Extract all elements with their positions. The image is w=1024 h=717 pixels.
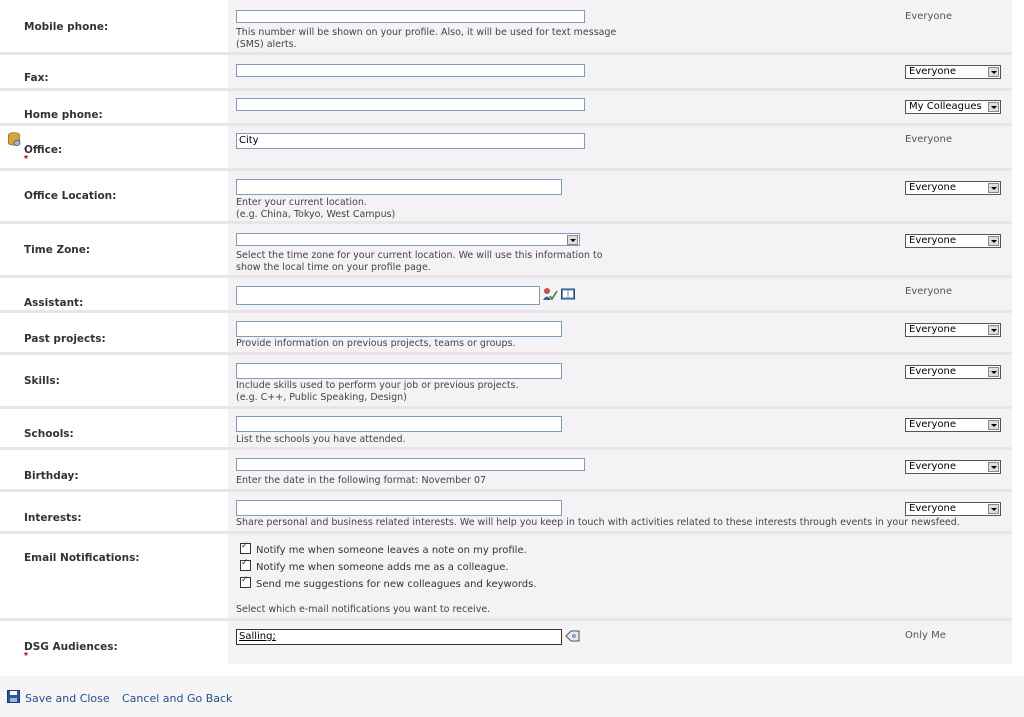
label-birthday: Birthday: xyxy=(24,470,79,482)
dsg-audiences-input[interactable]: Salling; xyxy=(236,629,562,645)
chevron-down-icon xyxy=(567,235,578,245)
label-schools: Schools: xyxy=(24,428,74,440)
chevron-down-icon xyxy=(988,462,999,472)
notify-note-checkbox[interactable]: ✓Notify me when someone leaves a note on my profile. xyxy=(240,543,527,556)
time-zone-desc: Select the time zone for your current location. We will use this information to show the local time on your profile page. xyxy=(236,250,603,273)
past-projects-privacy-select[interactable]: Everyone xyxy=(905,323,1001,337)
time-zone-select[interactable] xyxy=(236,233,580,246)
chevron-down-icon xyxy=(988,420,999,430)
chevron-down-icon xyxy=(988,236,999,246)
cancel-and-go-back-link[interactable]: Cancel and Go Back xyxy=(122,692,233,705)
database-icon xyxy=(7,132,21,146)
home-phone-input[interactable] xyxy=(236,98,585,111)
mobile-phone-input[interactable] xyxy=(236,10,585,23)
interests-input[interactable] xyxy=(236,500,562,516)
mobile-phone-desc: This number will be shown on your profile. Also, it will be used for text message (SMS) alerts. xyxy=(236,27,617,50)
required-marker: * xyxy=(24,651,28,662)
row-interests xyxy=(0,492,1012,531)
office-location-input[interactable] xyxy=(236,179,562,195)
chevron-down-icon xyxy=(988,367,999,377)
checkbox-checked-icon[interactable] xyxy=(240,543,251,554)
chevron-down-icon xyxy=(988,67,999,77)
past-projects-desc: Provide information on previous projects, teams or groups. xyxy=(236,338,516,349)
row-birthday xyxy=(0,450,1012,489)
chevron-down-icon xyxy=(988,325,999,335)
chevron-down-icon xyxy=(988,504,999,514)
skills-desc: Include skills used to perform your job or previous projects. (e.g. C++, Public Speaking, Design) xyxy=(236,380,519,403)
row-office xyxy=(0,126,1012,168)
checkbox-checked-icon[interactable] xyxy=(240,560,251,571)
label-mobile-phone: Mobile phone: xyxy=(24,21,109,33)
label-home-phone: Home phone: xyxy=(24,109,103,121)
label-interests: Interests: xyxy=(24,512,82,524)
row-office-location xyxy=(0,171,1012,221)
birthday-privacy-select[interactable]: Everyone xyxy=(905,460,1001,474)
notify-colleague-checkbox[interactable]: ✓Notify me when someone adds me as a colleague. xyxy=(240,560,509,573)
label-skills: Skills: xyxy=(24,375,60,387)
office-location-privacy-select[interactable]: Everyone xyxy=(905,181,1001,195)
birthday-desc: Enter the date in the following format: November 07 xyxy=(236,475,487,486)
office-location-desc: Enter your current location. (e.g. China, Tokyo, West Campus) xyxy=(236,197,396,220)
label-email-notifications: Email Notifications: xyxy=(24,552,140,564)
required-marker: * xyxy=(24,154,28,165)
interests-privacy-select[interactable]: Everyone xyxy=(905,502,1001,516)
label-office-location: Office Location: xyxy=(24,190,117,202)
assistant-privacy: Everyone xyxy=(905,286,953,297)
label-office: Office: xyxy=(24,144,63,156)
label-assistant: Assistant: xyxy=(24,297,84,309)
schools-desc: List the schools you have attended. xyxy=(236,434,406,445)
home-phone-privacy-select[interactable]: My Colleagues xyxy=(905,100,1001,114)
label-past-projects: Past projects: xyxy=(24,333,106,345)
save-icon[interactable] xyxy=(7,690,20,703)
row-past-projects xyxy=(0,313,1012,352)
office-privacy: Everyone xyxy=(905,134,953,145)
past-projects-input[interactable] xyxy=(236,321,562,337)
label-fax: Fax: xyxy=(24,72,49,84)
mobile-phone-privacy: Everyone xyxy=(905,11,953,22)
chevron-down-icon xyxy=(988,102,999,112)
suggestions-checkbox[interactable]: ✓Send me suggestions for new colleagues and keywords. xyxy=(240,577,537,590)
time-zone-privacy-select[interactable]: Everyone xyxy=(905,234,1001,248)
birthday-input[interactable] xyxy=(236,458,585,471)
schools-privacy-select[interactable]: Everyone xyxy=(905,418,1001,432)
label-dsg-audiences: DSG Audiences: xyxy=(24,641,118,653)
row-fax xyxy=(0,55,1012,88)
chevron-down-icon xyxy=(988,183,999,193)
row-home-phone xyxy=(0,91,1012,123)
dsg-audiences-privacy: Only Me xyxy=(905,630,946,641)
row-dsg-audiences xyxy=(0,621,1012,664)
save-and-close-link[interactable]: Save and Close xyxy=(25,692,110,705)
assistant-input[interactable] xyxy=(236,286,540,305)
row-skills xyxy=(0,355,1012,406)
check-names-icon[interactable] xyxy=(542,287,558,301)
row-time-zone xyxy=(0,224,1012,275)
interests-desc: Share personal and business related interests. We will help you keep in touch with activities related to these interests through events in your newsfeed. xyxy=(236,517,960,528)
checkbox-checked-icon[interactable] xyxy=(240,577,251,588)
row-mobile-phone xyxy=(0,0,1012,52)
footer-toolbar xyxy=(0,676,1024,717)
row-schools xyxy=(0,409,1012,447)
fax-privacy-select[interactable]: Everyone xyxy=(905,65,1001,79)
skills-privacy-select[interactable]: Everyone xyxy=(905,365,1001,379)
address-book-icon[interactable] xyxy=(561,288,575,300)
row-email-notifications xyxy=(0,534,1012,618)
email-notifications-desc: Select which e-mail notifications you want to receive. xyxy=(236,604,491,615)
row-assistant xyxy=(0,278,1012,310)
fax-input[interactable] xyxy=(236,64,585,77)
skills-input[interactable] xyxy=(236,363,562,379)
office-input[interactable]: City xyxy=(236,133,585,149)
schools-input[interactable] xyxy=(236,416,562,432)
browse-icon[interactable] xyxy=(565,630,581,642)
label-time-zone: Time Zone: xyxy=(24,244,91,256)
